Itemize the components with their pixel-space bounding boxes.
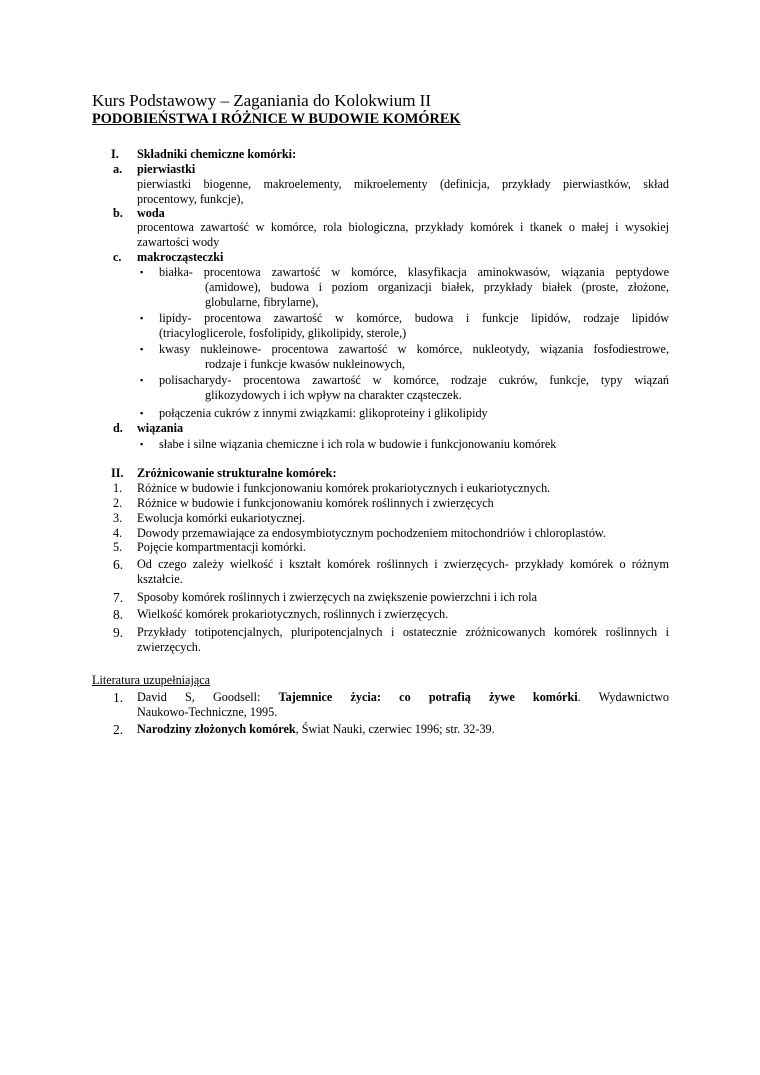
item-a-line-2: procentowy, funkcje), bbox=[137, 192, 244, 206]
list-item: Od czego zależy wielkość i kształt komórek roślinnych i zwierzęcych- przykłady komórek o różnym bbox=[137, 557, 669, 571]
list-number: 2. bbox=[113, 496, 123, 510]
list-item-continuation: zwierzęcych. bbox=[137, 640, 201, 654]
list-number: 2. bbox=[113, 722, 124, 737]
item-a-title: pierwiastki bbox=[137, 162, 196, 176]
list-item: Różnice w budowie i funkcjonowaniu komórek prokariotycznych i eukariotycznych. bbox=[137, 481, 551, 495]
wiazania-line: słabe i silne wiązania chemiczne i ich rola w budowie i funkcjonowaniu komórek bbox=[159, 437, 557, 451]
list-number: 8. bbox=[113, 607, 124, 622]
list-item: Wielkość komórek prokariotycznych, roślinnych i zwierzęcych. bbox=[137, 607, 449, 621]
item-b-line-2: zawartości wody bbox=[137, 235, 220, 249]
list-item: Ewolucja komórki eukariotycznej. bbox=[137, 511, 306, 525]
list-item: Sposoby komórek roślinnych i zwierzęcych na zwiększenie powierzchni i ich rola bbox=[137, 590, 538, 604]
bullet-icon: ▪ bbox=[140, 375, 144, 385]
list-number: 6. bbox=[113, 557, 124, 572]
item-d-title: wiązania bbox=[137, 421, 184, 435]
item-b-title: woda bbox=[137, 206, 165, 220]
list-number: 7. bbox=[113, 590, 124, 605]
section-1-title: Składniki chemiczne komórki: bbox=[137, 147, 297, 161]
list-item: Przykłady totipotencjalnych, pluripotencjalnych i ostatecznie zróżnicowanych komórek roślinnych i bbox=[137, 625, 669, 639]
section-2-number: II. bbox=[111, 466, 124, 480]
list-number: 9. bbox=[113, 625, 124, 640]
section-2-title: Zróżnicowanie strukturalne komórek: bbox=[137, 466, 337, 480]
list-item: Różnice w budowie i funkcjonowaniu komórek roślinnych i zwierzęcych bbox=[137, 496, 494, 510]
item-d-letter: d. bbox=[113, 421, 123, 435]
literature-source: , Świat Nauki, czerwiec 1996; str. 32-39. bbox=[295, 722, 495, 736]
bullet-icon: ▪ bbox=[140, 267, 144, 277]
list-number: 3. bbox=[113, 511, 123, 525]
polisacharydy-line-1: polisacharydy- procentowa zawartość w komórce, rodzaje cukrów, funkcje, typy wiązań bbox=[159, 373, 669, 387]
literature-article-title: Narodziny złożonych komórek bbox=[137, 722, 296, 736]
literature-heading: Literatura uzupełniająca bbox=[92, 673, 211, 687]
bialka-line-1: białka- procentowa zawartość w komórce, klasyfikacja aminokwasów, wiązania peptydowe bbox=[159, 265, 669, 279]
item-b-line-1: procentowa zawartość w komórce, rola biologiczna, przykłady komórek i tkanek o małej i wysokiej bbox=[137, 220, 669, 234]
literature-publisher: . Wydawnictwo bbox=[577, 690, 670, 704]
polaczenia-line: połączenia cukrów z innymi związkami: glikoproteiny i glikolipidy bbox=[159, 406, 488, 420]
page-title: Kurs Podstawowy – Zaganiania do Kolokwium II bbox=[92, 91, 432, 110]
literature-item-1-continuation: Naukowo-Techniczne, 1995. bbox=[137, 705, 278, 719]
literature-item-2 bbox=[137, 722, 495, 737]
list-item: Pojęcie kompartmentacji komórki. bbox=[137, 540, 306, 554]
literature-author: David S, Goodsell: bbox=[137, 690, 261, 704]
bullet-icon: ▪ bbox=[140, 313, 144, 323]
item-b-letter: b. bbox=[113, 206, 123, 220]
bialka-line-3: globularne, fibrylarne), bbox=[205, 295, 319, 309]
lipidy-line-1: lipidy- procentowa zawartość w komórce, budowa i funkcje lipidów, rodzaje lipidów bbox=[159, 311, 669, 325]
list-number: 5. bbox=[113, 540, 123, 554]
kwasy-line-2: rodzaje i funkcje kwasów nukleinowych, bbox=[205, 357, 406, 371]
item-c-letter: c. bbox=[113, 250, 122, 264]
bialka-line-2: (amidowe), budowa i poziom organizacji białek, przykłady białek (proste, złożone, bbox=[205, 280, 669, 294]
list-number: 4. bbox=[113, 526, 123, 540]
literature-book-title: Tajemnice życia: co potrafią żywe komórki bbox=[278, 690, 578, 704]
item-c-title: makrocząsteczki bbox=[137, 250, 224, 264]
kwasy-line-1: kwasy nukleinowe- procentowa zawartość w komórce, nukleotydy, wiązania fosfodiestrowe, bbox=[159, 342, 669, 356]
page-subtitle: PODOBIEŃSTWA I RÓŻNICE W BUDOWIE KOMÓREK bbox=[92, 111, 461, 127]
list-number: 1. bbox=[113, 481, 123, 495]
bullet-icon: ▪ bbox=[140, 344, 144, 354]
section-1-number: I. bbox=[111, 147, 119, 161]
bullet-icon: ▪ bbox=[140, 408, 144, 418]
item-a-letter: a. bbox=[113, 162, 123, 176]
list-number: 1. bbox=[113, 690, 124, 705]
lipidy-line-2: (triacyloglicerole, fosfolipidy, glikolipidy, sterole,) bbox=[159, 326, 407, 340]
list-item: Dowody przemawiające za endosymbiotycznym pochodzeniem mitochondriów i chloroplastów. bbox=[137, 526, 606, 540]
literature-item-1 bbox=[137, 690, 669, 705]
item-a-line-1: pierwiastki biogenne, makroelementy, mikroelementy (definicja, przykłady pierwiastków, skład bbox=[137, 177, 669, 191]
bullet-icon: ▪ bbox=[140, 439, 144, 449]
polisacharydy-line-2: glikozydowych i ich wpływ na charakter cząsteczek. bbox=[205, 388, 462, 402]
list-item-continuation: kształcie. bbox=[137, 572, 183, 586]
